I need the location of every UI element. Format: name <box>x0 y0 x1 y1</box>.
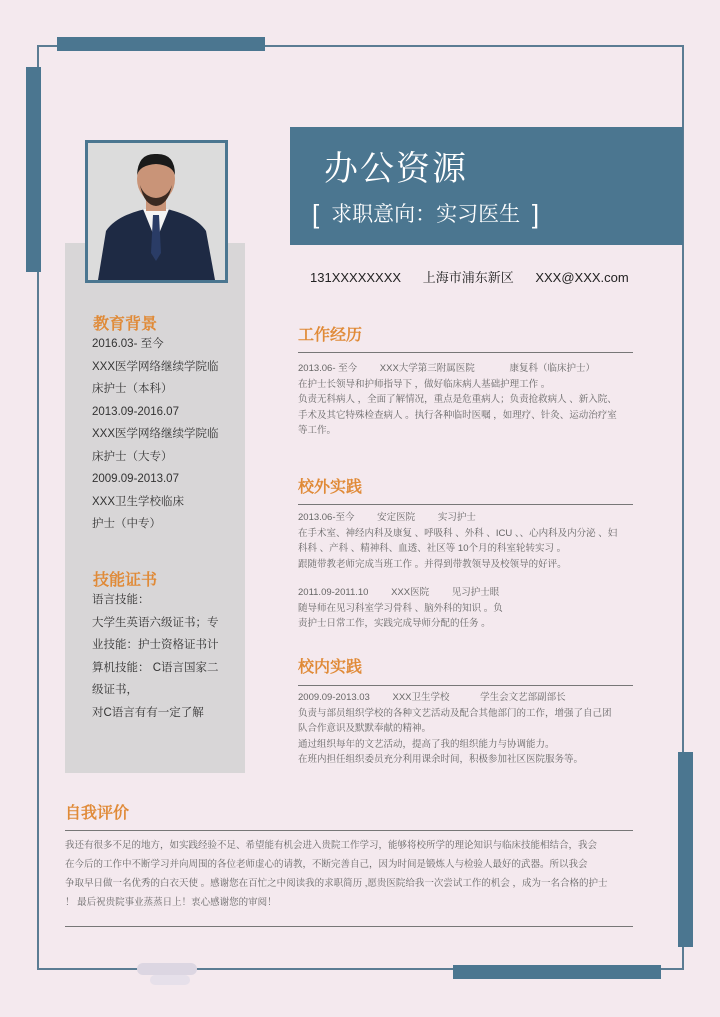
left-accent-bar <box>26 67 41 272</box>
work-line: 等工作。 <box>298 425 337 436</box>
self-line: 我还有很多不足的地方，如实践经验不足、希望能有机会进入贵院工作学习，能够将校所学的理论知识与临床技能相结合，我会 <box>65 840 598 851</box>
education-line: 2009.09-2013.07 <box>92 473 179 485</box>
internal-org: XXX卫生学校 <box>392 692 450 703</box>
intent-close-bracket: ] <box>531 199 540 229</box>
internal-line: 通过组织每年的文艺活动，提高了我的组织能力与协调能力。 <box>298 738 555 750</box>
intent-open-bracket: [ <box>312 199 320 229</box>
self-evaluation <box>65 836 635 912</box>
work-org: XXX大学第三附属医院 <box>379 363 475 374</box>
external-line: 科科 、产科 、精神科、血透、社区等 10个月的科室轮转实习 。 <box>298 543 567 554</box>
phone: 131XXXXXXXX <box>310 270 402 285</box>
education-line: XXX医学网络继续学院临 <box>92 360 219 373</box>
avatar-icon <box>88 143 225 280</box>
external-role: 见习护士眼 <box>451 587 500 598</box>
email: XXX@XXX.com <box>535 270 629 285</box>
work-title: 工作经历 <box>298 327 363 344</box>
bottom-accent-bar <box>453 965 661 979</box>
internal-subheading <box>298 690 638 706</box>
skills-line: 对C语言有有一定了解 <box>92 706 204 719</box>
top-accent-bar <box>57 37 265 51</box>
address: 上海市浦东新区 <box>422 270 514 285</box>
education-line: 床护士（大专） <box>92 450 173 463</box>
work-line: 负责无科病人 ，全面了解情况，重点是危重病人；负责抢救病人 、新入院、 <box>298 394 617 405</box>
external-title: 校外实践 <box>298 479 363 496</box>
external-org: 安定医院 <box>377 512 416 523</box>
work-role: 康复科（临床护士） <box>509 363 595 374</box>
skills-line: 语言技能： <box>92 594 150 606</box>
self-divider <box>65 830 633 831</box>
profile-photo <box>85 140 228 283</box>
external-line: 跟随带教老师完成当班工作 。并得到带教领导及校领导的好评。 <box>298 558 567 570</box>
skills-title: 技能证书 <box>93 572 158 589</box>
internal-role: 学生会文艺部副部长 <box>480 692 566 703</box>
external-subheading-2 <box>298 585 638 601</box>
internal-divider <box>298 685 633 686</box>
skills-line: 算机技能： C语言国家二 <box>92 661 219 674</box>
education-title: 教育背景 <box>93 316 158 333</box>
external-subheading-1 <box>298 510 638 526</box>
education-line: 床护士（本科） <box>92 383 173 395</box>
education-line: 2016.03- 至今 <box>92 338 164 350</box>
external-role: 实习护士 <box>437 512 476 523</box>
external-period: 2011.09-2011.10 <box>298 587 369 598</box>
self-title: 自我评价 <box>65 805 130 822</box>
candidate-name: 办公资源 <box>324 150 468 188</box>
bottom-decoration-2 <box>150 975 190 985</box>
education-line: 护士（中专） <box>92 518 161 530</box>
job-intent-text: 求职意向：实习医生 <box>331 203 521 226</box>
internal-section <box>298 690 638 768</box>
external-line: 责护士日常工作，实践完成导师分配的任务 。 <box>298 618 491 629</box>
external-line: 在手术室、神经内科及康复 、呼吸科 、外科 、ICU 、、心内科及内分泌 、妇 <box>298 527 618 539</box>
bottom-decoration <box>137 963 197 975</box>
internal-title: 校内实践 <box>298 659 363 676</box>
work-subheading <box>298 361 638 377</box>
work-divider <box>298 352 633 353</box>
education-line: XXX医学网络继续学院临 <box>92 428 219 440</box>
internal-line: 队合作意识及默默奉献的精神。 <box>298 723 432 734</box>
internal-line: 在班内担任组织委员充分利用课余时间，积极参加社区医院服务等。 <box>298 754 584 765</box>
work-period: 2013.06- 至今 <box>298 363 358 374</box>
self-line: ！ 最后祝贵院事业蒸蒸日上！衷心感谢您的审阅！ <box>65 897 277 908</box>
external-line: 随导师在见习科室学习骨科 、脑外科的知识 。负 <box>298 602 503 614</box>
internal-period: 2009.09-2013.03 <box>298 692 370 703</box>
skills-list <box>92 589 219 724</box>
skills-line: 大学生英语六级证书；专 <box>92 616 219 629</box>
self-line: 在今后的工作中不断学习并向周围的各位老师虚心的请教，不断完善自己，因为时间是锻炼人与检验人最好的武器。所以我会 <box>65 859 588 870</box>
education-list <box>92 333 219 536</box>
internal-line: 负责与部员组织学校的各种文艺活动及配合其他部门的工作，增强了自己团 <box>298 707 612 719</box>
external-section <box>298 510 638 632</box>
work-line: 手术及其它特殊检查病人 。执行各种临时医嘱 ，如理疗、针灸、运动治疗室 <box>298 409 617 421</box>
contact-info <box>310 267 647 286</box>
external-divider <box>298 504 633 505</box>
job-intent <box>312 197 539 228</box>
header-banner <box>290 127 683 245</box>
right-accent-bar <box>678 752 693 947</box>
education-line: XXX卫生学校临床 <box>92 495 185 508</box>
skills-line: 业技能：护士资格证书计 <box>92 639 219 651</box>
external-period: 2013.06-至今 <box>298 512 355 523</box>
skills-line: 级证书， <box>92 684 138 696</box>
work-section <box>298 361 638 439</box>
work-line: 在护士长领导和护师指导下 ，做好临床病人基础护理工作 。 <box>298 378 551 390</box>
self-line: 争取早日做一名优秀的白衣天使 。感谢您在百忙之中阅读我的求职简历 ,愿贵医院给我一次尝试工作的机会 ，成为一名合格的护士 <box>65 878 608 889</box>
external-org: XXX医院 <box>391 587 430 598</box>
self-bottom-divider <box>65 926 633 927</box>
education-line: 2013.09-2016.07 <box>92 405 179 418</box>
